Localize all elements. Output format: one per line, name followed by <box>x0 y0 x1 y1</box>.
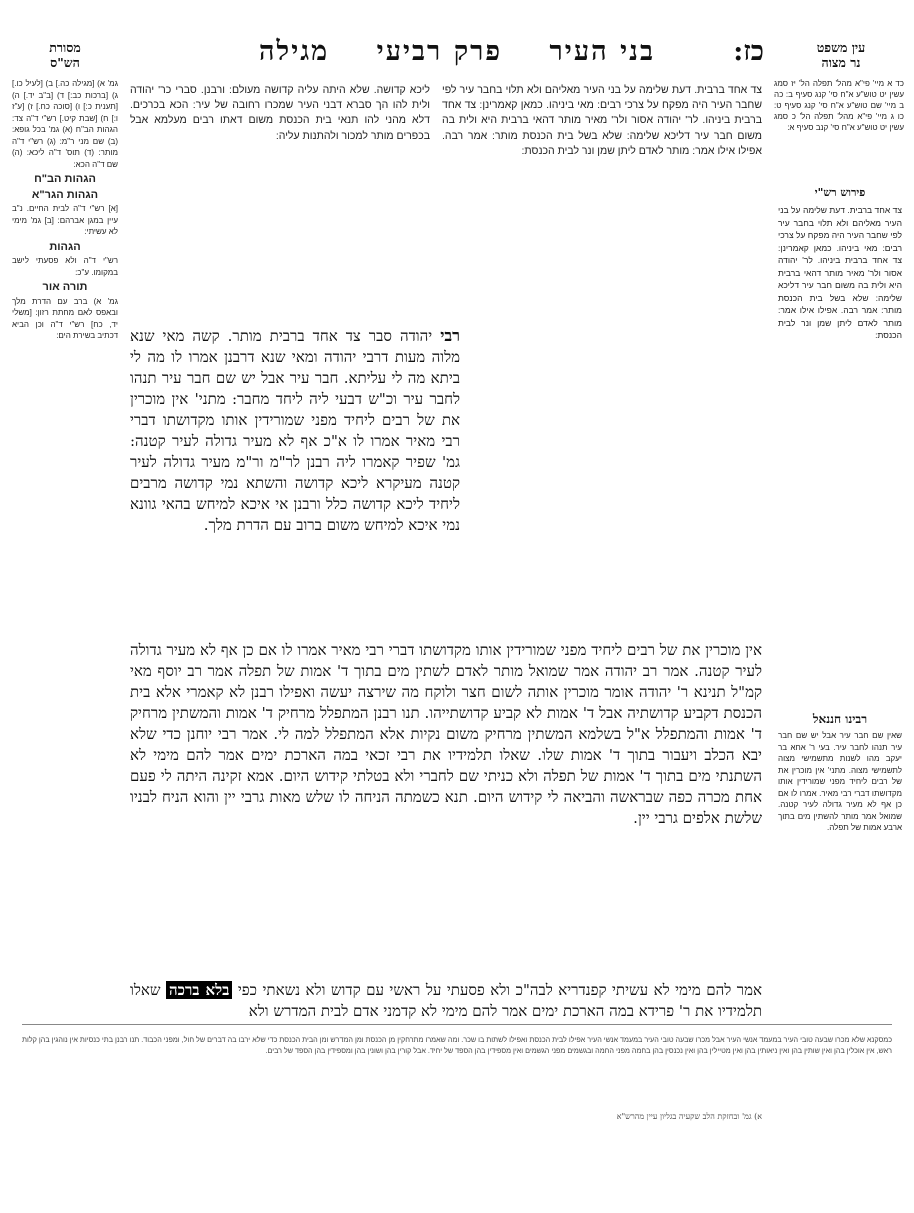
gemara-bottom-before: אמר להם מימי לא עשיתי קפנדריא לבה"כ ולא פסעתי על ראשי עם קדוש ולא נשאתי כפי <box>237 981 762 999</box>
rabbeinu-chananel-title: רבינו חננאל <box>812 712 868 726</box>
ein-mishpat-title: עין משפט נר מצוה <box>816 40 866 70</box>
rashi-text: צד אחד ברבית. דעת שלימה על בני העיר מאליהם ולא תלוי בחבר עיר לפי שחבר העיר היה מפקח על צרכי רבים: מאי ביניהו. כמאן קאמרינן: צד אחד ברבית ביניהו. לר' יהודה אסור ולר' מאיר מותר דהאי ברבית היא ולית בה משום חבר עיר דליכא שלימה: שלא בשל בית הכנסת מותר: אמר רבה. אפילו אילו אמר: מותר לאדם ליתן שמן ונר לבית הכנסת: <box>442 84 762 157</box>
perush-rashi-title: פירוש רש"י <box>814 186 866 199</box>
rashi-column <box>442 83 762 633</box>
hagahot-gra-text: [א] רש"י ד"ה לבית החיים. נ"ב עיין במגן אברהם: [ב] גמ' מימי לא עשיתי: <box>12 204 118 236</box>
gemara-column <box>130 325 460 625</box>
gemara-wide-block <box>130 640 762 970</box>
footer-divider <box>22 1024 892 1025</box>
rabbeinu-chananel-column <box>778 730 902 1015</box>
gemara-bottom-block <box>130 980 762 1025</box>
gemara-text: יהודה סבר צד אחד ברבית מותר. קשה מאי שנא מלוה מעות דרבי יהודה ומאי שנא דרבנן אמרו לו מה לי ביתא מה לי עליתא. חבר עיר אבל יש שם חבר עיר תנהו לחבר עיר וכ"ש דבעי ליה ליחד מחבר: מתני' אין מוכרין את של רבים ליחיד מפני שמורידין אותו מקדושתו דברי רבי מאיר אמרו לו א"כ אף לא מעיר גדולה לעיר קטנה: גמ' שפיר קאמרו ליה רבנן לר"מ ור"מ מעיר גדולה לעיר קטנה מעיקרא ליכא קדושה והשתא נמי קדושה מרבים ליחיד ליכא קדושה כלל ורבנן אי איכא למיחש בהאי גוונא נמי איכא למיחש משום ברוב עם הדרת מלך. <box>130 327 460 534</box>
torah-or-text: גמ' א) ברב עם הדרת מלך ובאפס לאם מחתת רזון: [משלי יד, כח] רש"י ד"ה וכן הביא דכתיב בשירת הים: <box>12 296 118 340</box>
hagahot-gra-title: הגהות הגר"א <box>31 188 99 201</box>
chapter-name: בני העיר <box>549 36 655 67</box>
perek-name: פרק רביעי <box>376 36 503 67</box>
header-titles <box>60 36 854 67</box>
mesorot-text: גמ' א) [מגילה כה.] ב) [לעיל כו.] ג) [ברכות כב:] ד) [ב"ב יד.] ה) [תענית כ:] ו) [סוכה כח.] ז) [ע"ז ו:] ח) [שבת קיט.] רש"י ד"ה צד: הגהות הב"ח (א) גמ' בכל גופא: (ב) שם מני ר"מ: (ג) רש"י ד"ה מותר: (ד) תוס' ד"ה ליכא: (ה) שם ד"ה הכא: <box>12 79 118 169</box>
rashi-margin-text: צד אחד ברבית. דעת שלימה על בני העיר מאליהם ולא תלוי בחבר עיר לפי שחבר העיר היה מפקח על צרכי רבים: מאי ביניהו. כמאן קאמרינן: צד אחד ברבית ביניהו. לר' יהודה אסור ולר' מאיר מותר דהאי ברבית היא ולית בה משום חבר עיר דליכא שלימה: שלא בשל בית הכנסת מותר: אמר רבה. אפילו אילו אמר: מותר לאדם ליתן שמן ונר לבית הכנסת: <box>778 205 902 340</box>
gemara-lead-word: רבי <box>440 326 460 345</box>
mesorot-title: מסורת הש"ס <box>49 40 81 70</box>
hagahot-title: הגהות <box>49 240 81 253</box>
gemara-bottom-after: שאלו תלמידיו את ר' פרידא במה הארכת ימים אמר להם מימי לא קדמני אדם לבית המדרש ולא <box>130 981 762 1020</box>
mesorot-column <box>12 78 118 1188</box>
torah-or-title: תורה אור <box>42 281 88 293</box>
footnote: א) גמ' ובחזקת הלב שקעיה בגליון עיין מהרש"א <box>616 1112 762 1121</box>
gemara-bottom-paragraph <box>130 980 762 1022</box>
gemara-paragraph <box>130 325 460 536</box>
daf-number: כז: <box>733 36 764 67</box>
hagahot-text: רש"י ד"ה ולא פסעתי לישב במקומו. ע"כ: <box>12 256 118 277</box>
hagahot-bach-title: הגהות הב"ח <box>34 173 96 185</box>
footer-text: כמסקנא שלא מכרו שבעה טובי העיר במעמד אנשי העיר אבל מכרו שבעה טובי העיר במעמד אנשי העיר אפילו לבית הכנסת ואפילו לשתות בו שכר. ומה שאמרו מתרחקין מן הכנסת ומן המדרש ומן הבית הכנסת כדי שלא ירבו בה דברים של חול, ומפני הכבוד. תנו רבנן בתי כנסיות אין נוהגין בהן קלות ראש, אין אוכלין בהן ואין שותין בהן ואין ניאותין בהן ואין מטיילין בהן ואין נכנסין בהן בחמה מפני החמה ובגשמים מפני הגשמים ואין מספידין בהן הספד של יחיד. אבל קורין בהן ושונין בהן ומספידין בהן הספד של רבים. <box>22 1035 892 1055</box>
masechet-name: מגילה <box>259 36 330 67</box>
footer-notes <box>22 1028 892 1108</box>
page-header <box>60 36 854 76</box>
gemara-wide-text: אין מוכרין את של רבים ליחיד מפני שמורידין אותו מקדושתו דברי רבי מאיר אמרו לו אם כן אף לא מעיר גדולה לעיר קטנה. אמר רב יהודה אמר שמואל מותר לאדם לשתין מים בתוך ד' אמות של תפלה אמר רב יוסף מאי קמ"ל תנינא ר' יהודה אומר מוכרין אותה לשום חצר ולוקח מה שירצה יעשה ואפילו רבנן לא קאמרי אלא בית הכנסת דקביע קדושתיה אבל ד' אמות לא קביע קדושתייהו. תנו רבנן המתפלל מרחיק ד' אמות והמשתין מרחיק ד' אמות והמתפלל א"ל בשלמא המשתין מרחיק משום נקיות אלא המתפלל למה לי. אמר רבי יוחנן כדי שלא יבא הכלב ויעבור בתוך ד' אמות שלו. שאלו תלמידיו את רבי זכאי במה הארכת ימים אמר להם מימי לא השתנתי מים בתוך ד' אמות של תפלה ולא כניתי שם לחברי ולא בטלתי קידוש היום. אמא זקינה היתה לי פעם אחת מכרה כפה שבראשה והביאה לי קידוש היום. תנא כשמתה הניחה לו שלש מאות גרבי יין והוא הניח לבניו שלשת אלפים גרבי יין. <box>130 641 762 827</box>
tosafot-column <box>130 83 430 320</box>
rabbeinu-chananel-text: שאין שם חבר עיר אבל יש שם חבר עיר תנהו לחבר עיר. בעי ר' אחא בר יעקב מהו לשנות מתשמישי מצוה לתשמישי מצוה. מתני' אין מוכרין את של רבים ליחיד מפני שמורידין אותו מקדושתו דברי רבי מאיר. אמרו לו אם כן אף לא מעיר גדולה לעיר קטנה. שמואל אמר מותר להשתין מים בתוך ארבע אמות של תפלה. <box>778 731 902 832</box>
rashi-margin-column <box>778 204 902 704</box>
highlighted-phrase[interactable]: בלא ברכה <box>166 981 232 999</box>
tosafot-text: ליכא קדושה. שלא היתה עליה קדושה מעולם: ורבנן. סברי כר' יהודה ולית להו הך סברא דבני העיר שמכרו רחובה של עיר: הכא בכרכים. דלא מהני להו תנאי בית הכנסת משום דאתו רבים מעלמא אבל בכפרים מותר למכור ולהתנות עליה: <box>130 84 430 142</box>
ein-mishpat-text: כד א מיי' פי"א מהל' תפלה הל' יז סמג עשין יט טוש"ע א"ח סי' קנג סעיף ב: כה ב מיי' שם טוש"ע א"ח סי' קנג סעיף ט: כו ג מיי' פי"א מהל' תפלה הל' כ סמג עשין יט טוש"ע א"ח סי' קנב סעיף א: <box>774 79 904 132</box>
